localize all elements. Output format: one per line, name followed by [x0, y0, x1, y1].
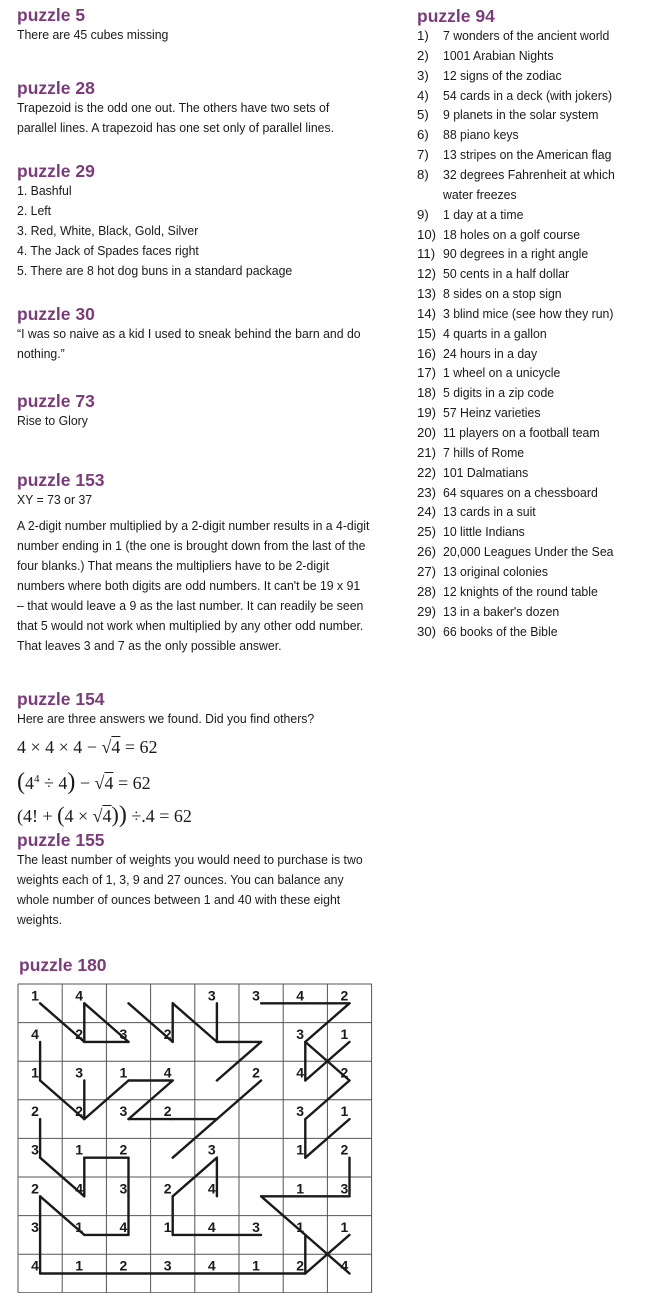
list-item-text: 24 hours in a day [443, 345, 538, 361]
grid-cell-number: 4 [31, 1025, 39, 1042]
puzzle-153-explanation: A 2-digit number multiplied by a 2-digit number results in a 4-digit number ending in 1 (the one is brought down from the last of the four blanks.) That means the multipliers have to be 2-digit numbers where both digits are odd numbers. It can't be 19 x 91 – that would leave a 9 as the last number. It can readily be seen that 5 would not work when multiplied by any other odd number. That leaves 3 and 7 as the only possible answer. [17, 518, 370, 653]
equation-3-paren: ) [111, 802, 119, 827]
list-item-text: 11 players on a football team [443, 425, 600, 440]
grid-cell-number: 3 [340, 1180, 349, 1197]
grid-cell-number: 1 [31, 1064, 39, 1081]
puzzle-30-title: puzzle 30 [17, 304, 95, 324]
puzzle-28-section [17, 78, 377, 138]
list-item-number: 8) [417, 166, 429, 182]
list-item-text: 5 digits in a zip code [443, 385, 555, 401]
grid-cell-number: 3 [119, 1103, 128, 1120]
grid-cell-number: 2 [163, 1025, 172, 1042]
grid-cell-number: 4 [163, 1064, 172, 1081]
puzzle-30-section [17, 304, 377, 364]
list-item-number: 1) [417, 28, 429, 43]
equation-2-result: = 62 [113, 773, 151, 793]
grid-cell-number: 3 [252, 1218, 260, 1235]
list-item-number: 4) [417, 87, 429, 103]
puzzle-94-list [417, 26, 647, 641]
equation-2-exponent: 4 [34, 773, 40, 785]
grid-cell-number: 2 [31, 1103, 39, 1120]
list-item-number: 15) [417, 325, 437, 341]
list-item-text: 66 books of the Bible [443, 623, 558, 639]
grid-cell-number: 4 [31, 1257, 39, 1274]
list-item-number: 10) [417, 226, 437, 242]
grid-cell-number: 1 [296, 1180, 305, 1197]
puzzle-29-line: 3. Red, White, Black, Gold, Silver [17, 223, 199, 238]
grid-cell-number: 2 [119, 1257, 128, 1274]
grid-cell-number: 2 [163, 1103, 172, 1120]
grid-cell-number: 1 [75, 1141, 84, 1158]
grid-cell-number: 1 [340, 1025, 349, 1042]
list-item-text: 101 Dalmatians [443, 464, 529, 480]
grid-cell-number: 2 [75, 1025, 84, 1042]
puzzle-94-title: puzzle 94 [417, 6, 495, 26]
equation-2-root: 4 [104, 773, 114, 793]
list-item-number: 23) [417, 484, 437, 500]
puzzle-155-section [17, 830, 377, 930]
puzzle-94-section [417, 6, 647, 641]
grid-cell-number: 3 [119, 1025, 128, 1042]
puzzle-5-section [17, 5, 377, 45]
grid-cell-number: 3 [163, 1257, 172, 1274]
list-item-text: 13 in a baker's dozen [443, 603, 560, 619]
grid-cell-number: 4 [75, 987, 84, 1004]
puzzle-29-section [17, 161, 377, 281]
puzzle-73-section [17, 391, 377, 431]
list-item-text: 13 stripes on the American flag [443, 147, 612, 163]
list-item-number: 18) [417, 385, 437, 401]
puzzle-73-answer: Rise to Glory [17, 413, 88, 428]
list-item-number: 21) [417, 444, 437, 460]
grid-cell-number: 2 [163, 1180, 172, 1197]
list-item-number: 20) [417, 425, 437, 440]
puzzle-29-line: 5. There are 8 hot dog buns in a standard package [17, 263, 293, 278]
equation-3-inner: 4 × [64, 806, 93, 826]
grid-cell-number: 3 [119, 1180, 128, 1197]
puzzle-30-answer: “I was so naive as a kid I used to sneak behind the barn and do nothing.” [17, 326, 361, 361]
list-item-number: 12) [417, 266, 437, 282]
list-item-text: 88 piano keys [443, 127, 519, 143]
puzzle-29-line: 4. The Jack of Spades faces right [17, 243, 199, 258]
list-item-number: 27) [417, 563, 437, 579]
list-item-text: 20,000 Leagues Under the Sea [443, 544, 614, 560]
grid-cell-number: 2 [340, 1064, 349, 1081]
grid-cell-number: 3 [207, 987, 216, 1004]
list-item-number: 6) [417, 127, 429, 143]
grid-cell-number: 1 [163, 1218, 172, 1235]
list-item-text: 4 quarts in a gallon [443, 325, 547, 341]
grid-cell-number: 4 [207, 1180, 216, 1197]
list-item-text: 54 cards in a deck (with jokers) [443, 87, 613, 103]
grid-cell-number: 1 [340, 1218, 349, 1235]
equation-1: 4 × 4 × 4 − √4 = 62 [17, 737, 158, 757]
list-item-text: 10 little Indians [443, 524, 525, 540]
puzzle-180-grid [17, 983, 373, 1293]
list-item-text: 1 wheel on a unicycle [443, 365, 561, 381]
list-item-number: 30) [417, 623, 437, 639]
equation-2-minus: − [75, 773, 95, 793]
grid-cell-number: 1 [75, 1257, 84, 1274]
grid-cell-number: 3 [75, 1064, 84, 1081]
grid-cell-number: 3 [296, 1103, 305, 1120]
list-item-number: 2) [417, 47, 429, 63]
list-item-text: 57 Heinz varieties [443, 405, 541, 421]
grid-cell-number: 1 [296, 1218, 305, 1235]
list-item-text: 9 planets in the solar system [443, 107, 599, 123]
grid-cell-number: 2 [75, 1103, 84, 1120]
list-item-number: 26) [417, 544, 437, 560]
equation-3-part: (4! + [17, 806, 58, 826]
grid-cell-number: 2 [252, 1064, 260, 1081]
list-item-text: 32 degrees Fahrenheit at which [443, 166, 615, 182]
equation-2-paren: ( [17, 769, 25, 795]
list-item-number: 17) [417, 365, 437, 381]
grid-cell-number: 4 [75, 1180, 84, 1197]
puzzle-154-section [17, 689, 377, 832]
list-item-number: 7) [417, 147, 429, 163]
equation-2-part: ÷ 4 [39, 773, 68, 793]
list-item-text: water freezes [443, 186, 517, 202]
list-item-number: 9) [417, 206, 429, 222]
puzzle-154-title: puzzle 154 [17, 689, 105, 709]
puzzle-28-answer: Trapezoid is the odd one out. The others have two sets of parallel lines. A trapezoid has one set only of parallel lines. [17, 100, 335, 135]
grid-cell-number: 2 [31, 1180, 39, 1197]
puzzle-153-title: puzzle 153 [17, 470, 105, 490]
list-item-text: 90 degrees in a right angle [443, 246, 589, 262]
grid-cell-number: 1 [31, 987, 39, 1004]
grid-cell-number: 3 [207, 1141, 216, 1158]
puzzle-28-title: puzzle 28 [17, 78, 95, 98]
list-item-text: 13 cards in a suit [443, 504, 536, 520]
puzzle-155-answer: The least number of weights you would need to purchase is two weights each of 1, 3, 9 and 27 ounces. You can balance any whole number of ounces between 1 and 40 with these eight weights. [17, 852, 363, 927]
puzzle-155-title: puzzle 155 [17, 830, 105, 850]
list-item-number: 28) [417, 583, 437, 599]
grid-cell-number: 2 [340, 1141, 349, 1158]
grid-cell-number: 4 [207, 1218, 216, 1235]
grid-cell-number: 1 [296, 1141, 305, 1158]
equation-1-part: 4 × 4 × 4 − [17, 737, 102, 757]
grid-cell-number: 1 [75, 1218, 84, 1235]
puzzle-5-answer: There are 45 cubes missing [17, 27, 169, 42]
grid-cell-number: 3 [31, 1141, 39, 1158]
list-item-text: 7 hills of Rome [443, 444, 525, 460]
list-item-text: 1001 Arabian Nights [443, 47, 554, 63]
equation-1-root: 4 [111, 737, 121, 757]
equation-1-result: = 62 [120, 737, 158, 757]
puzzle-153-equation: XY = 73 or 37 [17, 492, 93, 507]
grid-cell-number: 4 [296, 987, 305, 1004]
list-item-number: 19) [417, 405, 437, 421]
grid-cell-number: 4 [340, 1257, 349, 1274]
grid-cell-number: 2 [340, 987, 349, 1004]
list-item-number: 29) [417, 603, 437, 619]
list-item-text: 12 signs of the zodiac [443, 67, 562, 83]
list-item-text: 1 day at a time [443, 206, 524, 222]
list-item-number: 11) [417, 246, 436, 262]
grid-cell-number: 2 [296, 1257, 305, 1274]
list-item-text: 18 holes on a golf course [443, 226, 581, 242]
grid-cell-number: 1 [252, 1257, 260, 1274]
list-item-number: 3) [417, 67, 429, 83]
grid-cell-number: 3 [31, 1218, 39, 1235]
equation-3-paren: ) [118, 802, 127, 828]
list-item-number: 22) [417, 464, 437, 480]
list-item-text: 7 wonders of the ancient world [443, 28, 610, 43]
list-item-number: 13) [417, 286, 437, 302]
puzzle-29-line: 1. Bashful [17, 183, 72, 198]
puzzle-154-intro: Here are three answers we found. Did you find others? [17, 711, 315, 726]
grid-cell-number: 2 [119, 1141, 128, 1158]
grid-cell-number: 1 [119, 1064, 128, 1081]
equation-3-paren: ( [57, 802, 65, 827]
puzzle-180-section [19, 955, 379, 975]
equation-3-root: 4 [102, 806, 112, 826]
list-item-number: 24) [417, 504, 437, 520]
grid-cell-number: 1 [340, 1103, 349, 1120]
list-item-text: 12 knights of the round table [443, 583, 598, 599]
grid-cell-number: 3 [296, 1025, 305, 1042]
grid-cell-number: 4 [119, 1218, 128, 1235]
puzzle-180-title: puzzle 180 [19, 955, 107, 975]
list-item-text: 8 sides on a stop sign [443, 286, 562, 302]
grid-cell-number: 4 [296, 1064, 305, 1081]
equation-2-base: 4 [25, 773, 34, 793]
puzzle-5-title: puzzle 5 [17, 5, 86, 25]
list-item-number: 5) [417, 107, 429, 123]
equation-3-result: ÷.4 = 62 [126, 806, 192, 826]
puzzle-29-line: 2. Left [17, 203, 52, 218]
list-item-number: 16) [417, 345, 437, 361]
equation-2-paren: ) [67, 769, 76, 795]
list-item-text: 3 blind mice (see how they run) [443, 305, 614, 321]
puzzle-153-section [17, 470, 377, 656]
list-item-number: 14) [417, 305, 437, 321]
equation-2: $(4^4 \div 4) - √4 = 62$ [17, 769, 151, 795]
puzzle-73-title: puzzle 73 [17, 391, 95, 411]
list-item-text: 64 squares on a chessboard [443, 484, 598, 500]
puzzle-29-title: puzzle 29 [17, 161, 95, 181]
list-item-number: 25) [417, 524, 437, 540]
equation-3: (4! + (4 × √4)) ÷.4 = 62 [17, 802, 192, 828]
list-item-text: 50 cents in a half dollar [443, 266, 570, 282]
grid-cell-number: 4 [207, 1257, 216, 1274]
grid-cell-number: 3 [252, 987, 260, 1004]
list-item-text: 13 original colonies [443, 563, 549, 579]
